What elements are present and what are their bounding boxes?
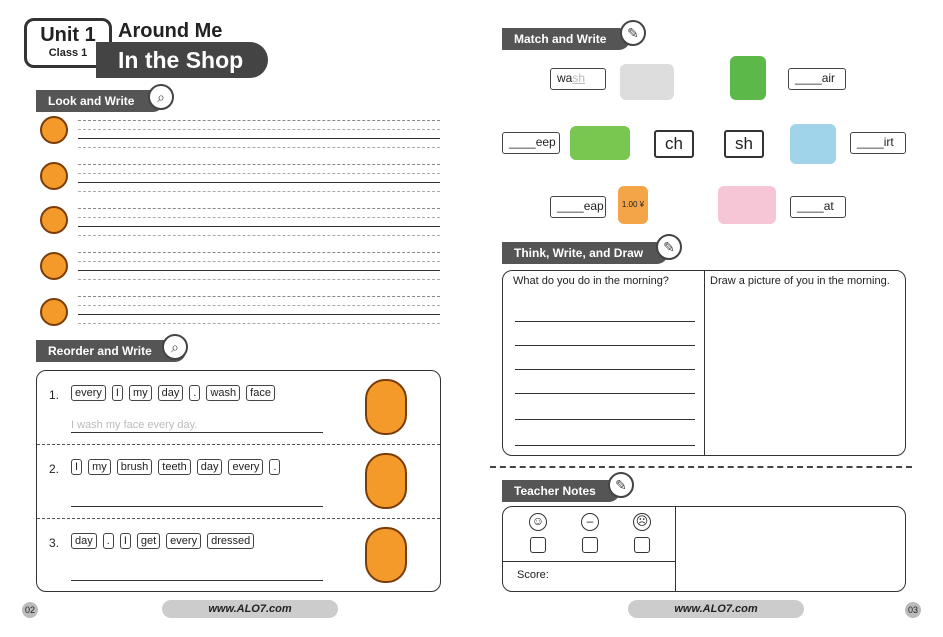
page-number: 03 <box>905 602 921 618</box>
word-box-chat[interactable]: ____at <box>790 196 846 218</box>
footer-url: www.ALO7.com <box>628 600 804 618</box>
phonics-ch: ch <box>654 130 694 158</box>
word-tile: . <box>189 385 200 401</box>
pencils-icon: ✎ <box>620 20 646 46</box>
word-tile: wash <box>206 385 240 401</box>
shirt-image <box>790 124 836 164</box>
word-tile: my <box>129 385 152 401</box>
word-tile: . <box>103 533 114 549</box>
section-divider <box>490 466 912 468</box>
sad-face-icon: ☹ <box>633 513 651 531</box>
word-tile: day <box>158 385 184 401</box>
look-write-title: Look and Write <box>48 94 135 108</box>
sink-critter-image <box>620 64 674 100</box>
answer-line[interactable] <box>515 393 695 394</box>
answer-line-1[interactable]: I wash my face every day. <box>71 419 323 433</box>
critter-3-image <box>40 206 68 234</box>
answer-line[interactable] <box>515 419 695 420</box>
word-tile: teeth <box>158 459 190 475</box>
word-box-chair[interactable]: ____air <box>788 68 846 90</box>
reorder-title: Reorder and Write <box>48 344 152 358</box>
teacher-notes-header <box>502 480 620 502</box>
word-tile: day <box>71 533 97 549</box>
match-write-header <box>502 28 630 50</box>
morning-question: What do you do in the morning? <box>513 275 669 287</box>
magnifier-pencil-icon: ⌕ <box>148 84 174 110</box>
word-box-sheep[interactable]: ____eep <box>502 132 560 154</box>
lesson-title: In the Shop <box>96 42 268 78</box>
match-write-title: Match and Write <box>514 32 607 46</box>
notes-divider <box>675 507 676 591</box>
think-write-draw-title: Think, Write, and Draw <box>514 246 644 260</box>
word-tile: my <box>88 459 111 475</box>
writing-line-4[interactable] <box>78 252 440 282</box>
smile-checkbox[interactable] <box>530 537 546 553</box>
answer-line[interactable] <box>515 345 695 346</box>
writing-line-2[interactable] <box>78 164 440 194</box>
word-tile: I <box>71 459 82 475</box>
reorder-item-3 <box>37 519 440 593</box>
word-tile: every <box>228 459 263 475</box>
think-divider <box>704 271 705 455</box>
word-box-cheap[interactable]: ____eap <box>550 196 606 218</box>
look-write-header <box>36 90 164 112</box>
word-tile: dressed <box>207 533 254 549</box>
teacher-notes-box <box>502 506 906 592</box>
item-number: 1. <box>49 388 60 402</box>
unit-class: Class 1 <box>48 47 88 59</box>
pencil-icon: ✎ <box>608 472 634 498</box>
critter-dressed-image <box>365 527 407 583</box>
critter-4-image <box>40 252 68 280</box>
word-tile: I <box>112 385 123 401</box>
word-tile: every <box>71 385 106 401</box>
reorder-item-1 <box>37 371 440 445</box>
page-number: 02 <box>22 602 38 618</box>
item-number: 2. <box>49 462 60 476</box>
word-tile: brush <box>117 459 153 475</box>
neutral-face-icon: – <box>581 513 599 531</box>
teacher-notes-title: Teacher Notes <box>514 484 596 498</box>
price-label: 1.00 ¥ <box>621 200 645 209</box>
critter-chat-image <box>718 186 776 224</box>
chair-image <box>730 56 766 100</box>
sad-checkbox[interactable] <box>634 537 650 553</box>
word-tile: every <box>166 533 201 549</box>
answer-line[interactable] <box>515 321 695 322</box>
critter-washing-image <box>365 379 407 435</box>
word-tile: . <box>269 459 280 475</box>
unit-title: Unit 1 <box>40 24 96 46</box>
item-number: 3. <box>49 536 60 550</box>
critter-brushing-image <box>365 453 407 509</box>
critter-2-image <box>40 162 68 190</box>
answer-line[interactable] <box>515 369 695 370</box>
word-tiles <box>71 459 280 475</box>
word-tiles <box>71 533 254 549</box>
phonics-sh: sh <box>724 130 764 158</box>
smile-face-icon: ☺ <box>529 513 547 531</box>
think-write-draw-header <box>502 242 668 264</box>
think-box <box>502 270 906 456</box>
answer-line[interactable] <box>515 445 695 446</box>
reorder-box <box>36 370 441 592</box>
sheep-image <box>570 126 630 160</box>
word-box-shirt[interactable]: ____irt <box>850 132 906 154</box>
critter-1-image <box>40 116 68 144</box>
writing-line-1[interactable] <box>78 120 440 150</box>
word-fill: sh <box>572 71 586 85</box>
notes-hdivider <box>503 561 675 562</box>
score-label: Score: <box>517 569 549 581</box>
answer-line-2[interactable] <box>71 493 323 507</box>
critter-5-image <box>40 298 68 326</box>
draw-prompt: Draw a picture of you in the morning. <box>710 275 890 287</box>
answer-line-3[interactable] <box>71 567 323 581</box>
word-tile: get <box>137 533 160 549</box>
topic-title: Around Me <box>118 20 223 42</box>
writing-line-5[interactable] <box>78 296 440 326</box>
word-tile: day <box>197 459 223 475</box>
footer-url: www.ALO7.com <box>162 600 338 618</box>
price-tag-image <box>618 186 648 224</box>
word-box-wash[interactable] <box>550 68 606 90</box>
brain-pencils-icon: ✎ <box>656 234 682 260</box>
reorder-item-2 <box>37 445 440 519</box>
word-tile: face <box>246 385 275 401</box>
writing-line-3[interactable] <box>78 208 440 238</box>
word-prefix: wa <box>557 71 573 85</box>
magnifier-pencil-icon: ⌕ <box>162 334 188 360</box>
word-tiles <box>71 385 275 401</box>
word-tile: I <box>120 533 131 549</box>
neutral-checkbox[interactable] <box>582 537 598 553</box>
